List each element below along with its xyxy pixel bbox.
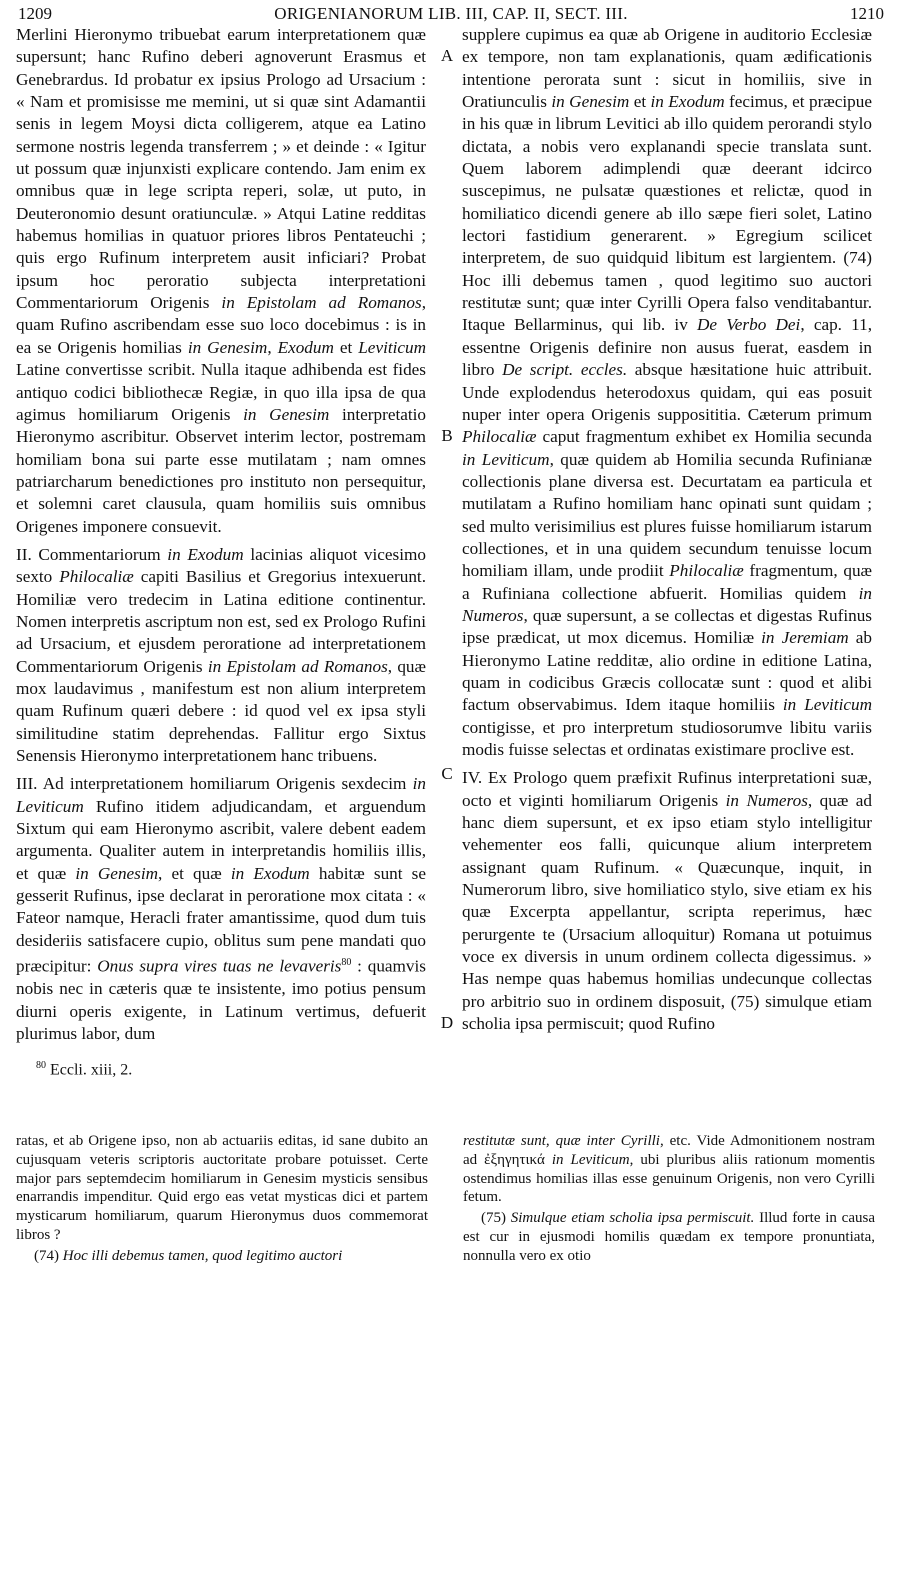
running-title: ORIGENIANORUM LIB. III, CAP. II, SECT. III. — [274, 4, 628, 23]
note — [463, 1132, 875, 1207]
margin-letter-d: D — [440, 1013, 454, 1032]
text-run: Illud forte in causa est cur in ejusmodi homilis quædam ex tempore pronuntiata, nonnulla vero ex otio — [463, 1210, 875, 1264]
italic-run: in Genesim — [75, 863, 159, 883]
footnote-ref: 80 — [341, 957, 352, 969]
text-run: , ubi pluribus aliis rationum momentis ostendimus homilias illas esse genuinum Origenis, non vero Cyrilli fetum. — [463, 1151, 875, 1206]
italic-run: in Exodum — [167, 544, 244, 564]
note-75 — [463, 1209, 875, 1265]
italic-run: in Epistolam ad Romanos — [207, 656, 388, 676]
italic-run: Hoc illi debemus tamen, quod legitimo auctori — [62, 1247, 343, 1264]
paragraph-section-iv — [462, 767, 872, 1035]
text-run: fecimus, et præcipue in his quæ in librum Levitici ab illo quidem perorandi stylo dictata, a nobis vero explanandi specie translata sunt. Quem laborem adimplendi quæ deerant idcirco suscepimus, ne pulsatæ quæstiones et relictæ, quod in homiliatico dicendi genere ab illo sæpe fieri solet, Latino lectori fastidium generarent. » Egregium scilicet interpretem, de suo quidquid libitum est largientem. (74) Hoc illi debemus tamen , quod legitimo suo auctori restitutæ sunt; quæ inter Cyrilli Opera falso venditabantur. Itaque Bellarminus, qui lib. iv — [462, 92, 872, 335]
note-number: (74) — [34, 1247, 63, 1264]
italic-run: in Leviticum — [551, 1151, 630, 1168]
right-column — [462, 24, 872, 1035]
left-column — [16, 24, 426, 1045]
note — [16, 1132, 428, 1245]
margin-letter-a: A — [440, 46, 454, 65]
text-run: : quamvis nobis nec in cæteris quæ te insistente, imo potius pensum diurni operis exigente, in Latinum vertimus, defuerit plurimus labor, dum — [16, 956, 426, 1043]
italic-run: in Exodum — [650, 92, 725, 112]
text-run: , quæ supersunt, a se collectas et digestas Rufinus ipse prædicat, ut mox dicemus. Homiliæ — [462, 605, 872, 648]
footnote-text: Eccli. xiii, 2. — [46, 1061, 133, 1079]
note-number: (75) — [481, 1210, 511, 1227]
notes-left-column — [16, 1132, 428, 1266]
italic-run: in Numeros — [462, 583, 872, 625]
paragraph — [462, 24, 872, 761]
text-run: ab Hieronymo Latine redditæ, alio ordine in editione Latina, quam in codicibus Græcis collocatæ sunt : quod et alibi factum observabimus. Idem itaque homiliis — [462, 628, 872, 715]
text-run: Rufino itidem adjudicandam, et arguendum Sixtum qui eam Hieronymo ascribit, valere debent eadem argumenta. Qualiter autem in interpretandis homiliis illis, et quæ — [16, 796, 426, 883]
text-run: supplere cupimus ea quæ ab Origene in auditorio Ecclesiæ ex tempore, non tam explanationis, quam ædificationis intentione perorata sunt : sicut in homiliis, sive in Oratiunculis — [462, 25, 872, 112]
footnote-mark: 80 — [36, 1060, 46, 1071]
italic-run: in Genesim — [551, 92, 630, 112]
text-run: , etc. Vide Admonitionem nostram ad — [463, 1133, 875, 1168]
italic-run: in Genesim — [187, 337, 268, 357]
italic-run: in Leviticum — [462, 449, 550, 469]
text-run: Merlini Hieronymo tribuebat earum interpretationem quæ supersunt; hanc Rufino deberi agnoverunt Erasmus et Genebrardus. Id probatur ex ipsius Prologo ad Ursacium : « Nam et promisisse me memini, ut si quæ sint Adamantii senis in legem Moysi dicta colligerem, atque ea Latino sermone nostris legenda transferrem ; » et deinde : « Igitur ut possum quæ injunxisti explicare contendo. Jam enim ex omnibus quæ in lege scripta reperi, solæ, ut puto, in Deuteronomio desunt oratiunculæ. » Atqui Latine redditas habemus homilias in quatuor priores libros Pentateuchi ; quis ergo Rufinum interpretem ausit inficiari? Probat ipsum hoc peroratio subjecta interpretationi Commentariorum Origenis — [16, 25, 426, 313]
text-run: , et quæ — [158, 863, 231, 883]
text-run: Latine convertisse scribit. Nulla itaque adhibenda est fides antiquo codici bibliothecæ Regiæ, in quo illa ipsa de qua agimus homiliarum Origenis — [16, 360, 426, 424]
paragraph-section-ii — [16, 544, 426, 767]
text-run: II. Commentariorum — [16, 544, 168, 564]
italic-run: De script. eccles. — [502, 360, 628, 380]
text-run: fragmentum, quæ a Rufiniana collectione abfuerit. Homilias quidem — [462, 561, 872, 603]
italic-run: in Genesim — [243, 404, 330, 424]
text-run: lacinias aliquot vicesimo sexto — [16, 544, 426, 587]
text-run: interpretatio Hieronymo ascribitur. Observet interim lector, postremam homiliam bona sui parte esse mutilatam ; nam omnes patriarcharum benedictiones pro instituto non persequitur, et solemni caret clausula, quam homiliis suis omnibus Origenes imponere consuevit. — [16, 404, 426, 536]
text-run: , quæ ad hanc diem supersunt, et ex ipso etiam stylo intelligitur vehementer eos falli, quicunque alium interpretem assignant quam Rufinum. « Quæcunque, inquit, in Numerorum libro, sive homiliatico stylo, sive etiam ex his quæ Excerpta appellantur, scripta reperimus, hæc perurgente te (Ursacium alloquitur) Romana ut potuimus voce ex diversis in unum ordinem collecta digessimus. » Has nempe quas habemus homilias undecunque collectas pro arbitrio suo in ordinem disposuit, (75) simulque etiam scholia ipsa permiscuit; quod Rufino — [462, 790, 872, 1034]
italic-run: in Numeros — [725, 790, 808, 810]
notes-right-column — [463, 1132, 875, 1266]
italic-run: in Exodum — [230, 863, 310, 883]
italic-run: Philocaliæ — [462, 427, 537, 447]
page-number-left: 1209 — [18, 4, 52, 23]
italic-run: in Leviticum — [16, 774, 426, 816]
footnote — [36, 1060, 132, 1079]
text-run: et — [333, 337, 359, 357]
text-run: , quæ quidem ab Homilia secunda Rufinianæ collectionis plane diversa est. Decurtatam ea particula et mutilatam a Rufino homiliam hanc opinati sunt quidam ; sed multo verisimilius est plures fuisse homiliarum istarum collectiones, et in una quidem secundum tenuisse locum homiliam illam, unde prodiit — [462, 449, 872, 581]
italic-run: Onus supra vires tuas ne levaveris — [97, 956, 342, 976]
italic-run: Leviticum — [358, 337, 427, 357]
text-run: contigisse, et pro interpretum studiosorumve libitu variis modis fuisse selectas et ordinatas existimare proclive est. — [462, 717, 872, 759]
italic-run: Simulque etiam scholia ipsa permiscuit. — [510, 1210, 755, 1227]
italic-run: Exodum — [277, 337, 334, 357]
italic-run: in Epistolam ad Romanos — [221, 293, 422, 313]
margin-letter-b: B — [441, 426, 453, 445]
italic-run: in Leviticum — [782, 695, 872, 715]
italic-run: in Jeremiam — [761, 628, 849, 648]
paragraph — [16, 24, 426, 538]
margin-letter-c: C — [441, 764, 453, 783]
italic-run: De Verbo Dei — [696, 315, 801, 335]
text-run: , quæ mox laudavimus , manifestum est non alium interpretem quam Rufinum quæri debere : id quod vel ex ipsa styli similitudine statim deprehendas. Fallitur ergo Sixtus Senensis Hieronymo interpretationem hanc tribuens. — [16, 656, 426, 765]
text-run: absque hæsitatione huic attribuit. Unde explodendus heterodoxus quidam, qui eas posuit nuper inter opera Origenis supposititia. Cæterum primum — [462, 360, 872, 424]
text-run: , cap. 11, essentne Origenis definire non ausus fuerat, easdem in libro — [462, 315, 872, 380]
text-run: , quam Rufino ascribendam esse suo loco docebimus : is in ea se Origenis homilias — [16, 293, 426, 357]
text-run: IV. Ex Prologo quem præfixit Rufinus interpretationi suæ, octo et viginti homiliarum Origenis — [462, 768, 872, 810]
italic-run: Philocaliæ — [59, 567, 134, 587]
greek-term: ἐξηγητικά — [484, 1151, 545, 1168]
text-run: caput fragmentum exhibet ex Homilia secunda — [536, 427, 872, 447]
text-run — [545, 1152, 552, 1168]
page-number-right: 1210 — [850, 4, 884, 23]
note-text: ratas, et ab Origene ipso, non ab actuariis editas, id sane dubito an cujusquam veteris scriptoris auctoritate probare potuisset. Certe major pars septemdecim homiliarum in Genesim mysticis sensibus enarrandis impenditur. Quid ergo eas vetat mysticas dici et partem mysticarum homiliarum, quarum Hieronymus duos commemorat libros ? — [16, 1133, 428, 1243]
italic-run: restitutæ sunt, quæ inter Cyrilli — [463, 1133, 660, 1149]
paragraph-section-iii — [16, 773, 426, 1045]
text-run: , — [267, 337, 278, 357]
note-74 — [16, 1247, 428, 1266]
text-run: et — [629, 92, 651, 112]
text-run: habitæ sunt se gesserit Rufinus, ipse declarat in peroratione mox citata : « Fateor namque, Heracli frater amantissime, quod dum tuis desideriis satisfacere cupio, oblitus sum pene mandati quo præcipitur: — [16, 863, 426, 976]
italic-run: Philocaliæ — [669, 561, 744, 581]
text-run: capiti Basilius et Gregorius intexuerunt. Homiliæ vero tredecim in Latina editione continentur. Nomen interpretis ascriptum non est, sed ex Prologo Rufini ad Ursacium, et ejusdem peroratione ad interpretationem Commentariorum Origenis — [16, 567, 427, 676]
text-run: III. Ad interpretationem homiliarum Origenis sexdecim — [16, 774, 413, 794]
